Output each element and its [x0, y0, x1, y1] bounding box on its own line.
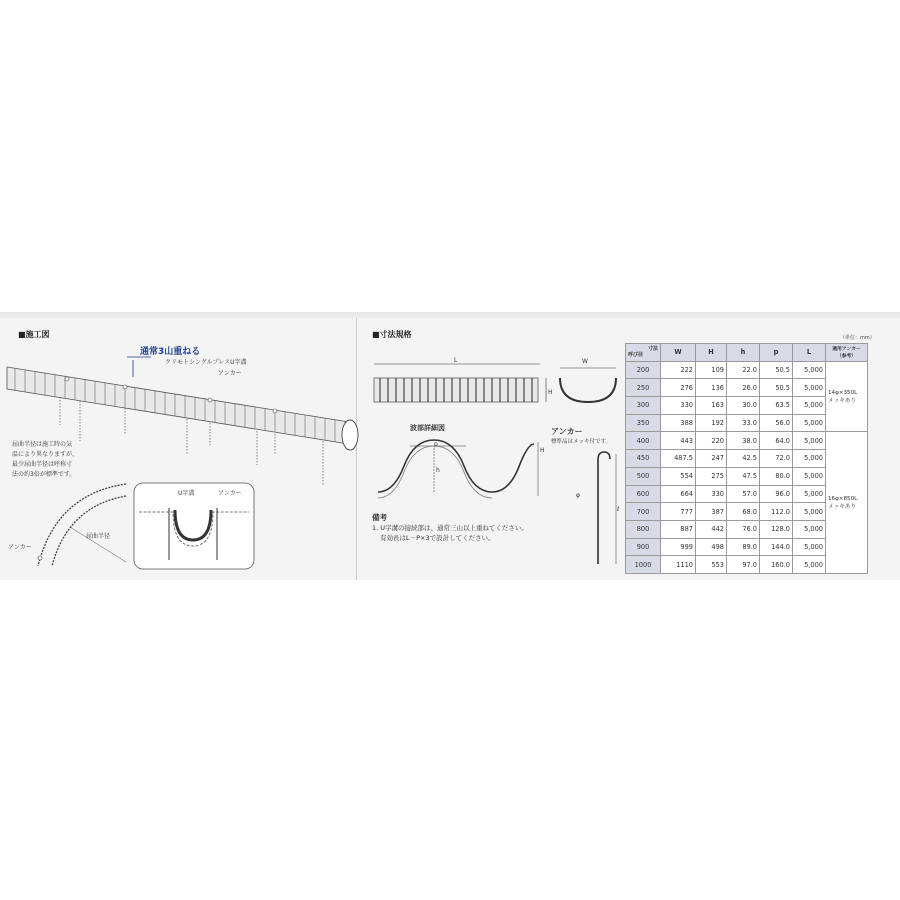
table-cell: 96.0 [760, 485, 793, 503]
table-cell: 38.0 [727, 432, 760, 450]
dim-l-label: ℓ [617, 506, 620, 513]
table-size-cell: 200 [626, 361, 661, 379]
remarks-line-2: 有効長はL－P×3で設計してください。 [380, 534, 495, 542]
table-cell: 275 [696, 467, 727, 485]
table-cell: 56.0 [760, 414, 793, 432]
table-size-cell: 800 [626, 520, 661, 538]
wave-detail-title: 波部詳細図 [410, 424, 445, 432]
radius-label: 屈曲半径 [86, 533, 111, 540]
table-cell: 1110 [661, 556, 696, 574]
corner-top: 寸法 [647, 346, 658, 353]
table-cell: 5,000 [793, 397, 826, 415]
table-cell: 5,000 [793, 520, 826, 538]
anchor-title: アンカー [551, 427, 583, 436]
table-cell: 5,000 [793, 485, 826, 503]
anchor-spec-line2: メッキあり [828, 397, 856, 404]
table-cell: 68.0 [727, 503, 760, 521]
table-cell: 30.0 [727, 397, 760, 415]
table-cell: 498 [696, 538, 727, 556]
table-cell: 999 [661, 538, 696, 556]
anchor-subtitle: 標準品はメッキ付です。 [551, 439, 612, 445]
table-cell: 554 [661, 467, 696, 485]
anchor-spec-large [826, 432, 868, 574]
inset-anchor-label: アンカー [218, 490, 242, 497]
table-cell: 50.5 [760, 379, 793, 397]
table-cell: 136 [696, 379, 727, 397]
table-cell: 64.0 [760, 432, 793, 450]
table-cell: 109 [696, 361, 727, 379]
table-cell: 22.0 [727, 361, 760, 379]
table-cell: 276 [661, 379, 696, 397]
table-cell: 387 [696, 503, 727, 521]
table-cell: 50.5 [760, 361, 793, 379]
anchor-spec-line2: メッキあり [828, 503, 856, 510]
table-cell: 442 [696, 520, 727, 538]
table-cell: 192 [696, 414, 727, 432]
bend-note-2: 温により異なりますが、 [12, 451, 79, 458]
table-cell: 5,000 [793, 556, 826, 574]
col-header-L: L [793, 344, 826, 362]
spec-table [625, 343, 868, 574]
table-cell: 5,000 [793, 432, 826, 450]
dim-phi-label: φ [576, 492, 580, 499]
col-header-H: H [696, 344, 727, 362]
table-size-cell: 400 [626, 432, 661, 450]
table-cell: 664 [661, 485, 696, 503]
table-cell: 887 [661, 520, 696, 538]
side-elevation-drawing [372, 358, 552, 408]
dim-W-label: W [582, 358, 588, 365]
table-cell: 5,000 [793, 414, 826, 432]
wave-detail-drawing [374, 436, 544, 500]
table-cell: 487.5 [661, 450, 696, 468]
table-size-cell: 700 [626, 503, 661, 521]
col-header-anchor: 適用アンカー（参考） [826, 344, 868, 362]
table-cell: 26.0 [727, 379, 760, 397]
table-cell: 89.0 [727, 538, 760, 556]
table-cell: 220 [696, 432, 727, 450]
table-cell: 247 [696, 450, 727, 468]
overlap-callout: 通常3山重ねる [140, 347, 201, 357]
table-cell: 777 [661, 503, 696, 521]
remarks [372, 513, 612, 543]
anchor-pin-drawing [580, 450, 620, 570]
anchor-spec-line1: 16φ×850L [828, 495, 858, 502]
table-cell: 5,000 [793, 379, 826, 397]
bend-note-1: 屈曲半径は施工時の気 [12, 441, 73, 448]
table-cell: 5,000 [793, 450, 826, 468]
table-cell: 112.0 [760, 503, 793, 521]
table-cell: 330 [661, 397, 696, 415]
table-corner [626, 344, 661, 362]
dim-H-label: H [548, 389, 553, 396]
table-cell: 97.0 [727, 556, 760, 574]
table-cell: 57.0 [727, 485, 760, 503]
bend-note-3: 最少屈曲半径は呼称寸 [12, 461, 73, 468]
table-size-cell: 300 [626, 397, 661, 415]
table-row [626, 361, 868, 379]
inset-u-label: U字溝 [178, 490, 195, 497]
bend-radius-drawing [30, 482, 130, 572]
anchor-spec-line1: 14φ×350L [828, 389, 858, 396]
table-size-cell: 600 [626, 485, 661, 503]
table-cell: 5,000 [793, 361, 826, 379]
u-section-drawing [556, 358, 620, 408]
table-cell: 5,000 [793, 467, 826, 485]
table-size-cell: 900 [626, 538, 661, 556]
table-cell: 163 [696, 397, 727, 415]
table-size-cell: 1000 [626, 556, 661, 574]
table-cell: 330 [696, 485, 727, 503]
table-cell: 128.0 [760, 520, 793, 538]
table-cell: 80.0 [760, 467, 793, 485]
table-cell: 5,000 [793, 503, 826, 521]
col-header-h: h [727, 344, 760, 362]
unit-label: （単位：mm） [840, 335, 875, 341]
table-body [626, 361, 868, 573]
remarks-line-1: 1. U字溝の接続部は、通常三山以上重ねてください。 [372, 524, 528, 532]
dimension-title: ■寸法規格 [372, 330, 412, 339]
construction-title: ■施工図 [18, 330, 50, 339]
bend-note-4: 法の約3倍が標準です。 [12, 471, 76, 478]
table-size-cell: 500 [626, 467, 661, 485]
remarks-heading: 備考 [372, 513, 387, 522]
table-size-cell: 350 [626, 414, 661, 432]
product-label: クリモトシングルプレスU字溝 [165, 359, 247, 366]
table-cell: 160.0 [760, 556, 793, 574]
table-cell: 5,000 [793, 538, 826, 556]
anchor-label-bottom: アンカー [8, 544, 32, 551]
table-cell: 63.5 [760, 397, 793, 415]
dim-p-label: p [434, 441, 438, 448]
table-header-row [626, 344, 868, 362]
table-cell: 388 [661, 414, 696, 432]
col-header-p: p [760, 344, 793, 362]
table-cell: 76.0 [727, 520, 760, 538]
col-header-W: W [661, 344, 696, 362]
anchor-label-top: アンカー [218, 370, 242, 377]
table-size-cell: 250 [626, 379, 661, 397]
table-cell: 144.0 [760, 538, 793, 556]
dim-H2-label: H [540, 447, 545, 454]
table-cell: 553 [696, 556, 727, 574]
dim-h-label: h [436, 467, 440, 474]
corner-bottom: 呼び径 [628, 352, 644, 359]
table-cell: 33.0 [727, 414, 760, 432]
table-cell: 222 [661, 361, 696, 379]
table-cell: 72.0 [760, 450, 793, 468]
table-cell: 42.5 [727, 450, 760, 468]
table-cell: 47.5 [727, 467, 760, 485]
table-cell: 443 [661, 432, 696, 450]
table-row [626, 432, 868, 450]
table-size-cell: 450 [626, 450, 661, 468]
dim-L-label: L [454, 357, 458, 364]
anchor-spec-small [826, 361, 868, 432]
